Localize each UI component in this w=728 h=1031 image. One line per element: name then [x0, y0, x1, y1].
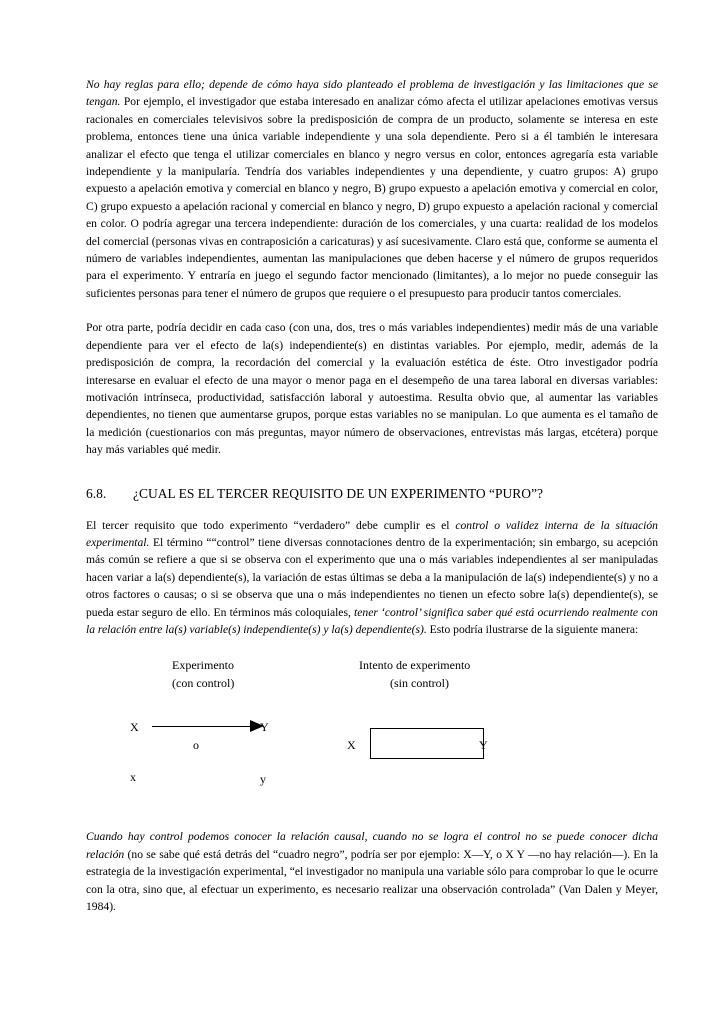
paragraph-3-text-3: Esto podría ilustrarse de la siguiente manera:	[426, 622, 639, 636]
causal-arrow-line	[152, 726, 252, 727]
diagram-left-subtitle: (con control)	[172, 676, 235, 691]
black-box	[370, 728, 484, 759]
diagram-right-x: X	[347, 738, 356, 753]
diagram-right-y: Y	[479, 738, 488, 753]
diagram-left-y-lower: y	[260, 772, 266, 787]
paragraph-4	[86, 828, 658, 915]
diagram-right-title: Intento de experimento	[359, 658, 471, 673]
paragraph-1	[86, 76, 658, 302]
diagram-left-title: Experimento	[172, 658, 234, 673]
section-title: ¿CUAL ES EL TERCER REQUISITO DE UN EXPERIMENTO “PURO”?	[133, 485, 543, 501]
paragraph-3-italic-2: tener ‘control’ significa saber qué está ocurriendo realmente con la relación entre la(s) variable(s) independiente(s) y la(s) dependiente(s).	[86, 605, 658, 636]
document-page	[86, 76, 658, 915]
section-number: 6.8.	[86, 485, 107, 501]
diagram-left-y-upper: Y	[260, 720, 269, 735]
paragraph-1-italic-lead: No hay reglas para ello; depende de cómo haya sido planteado el problema de investigación y las limitaciones que se tengan.	[86, 78, 658, 109]
paragraph-4-italic-1: Cuando hay control podemos conocer la relación causal, cuando no se logra el control no se puede conocer dicha relación	[86, 830, 658, 861]
control-diagram	[86, 652, 658, 814]
paragraph-2: Por otra parte, podría decidir en cada caso (con una, dos, tres o más variables independientes) medir más de una variable dependiente para ver el efecto de la(s) independiente(s) en distintas variables. Por ejemplo, medir, además de la predisposición de compra, la recordación del comercial y la evaluación estética de éste. Otro investigador podría interesarse en evaluar el efecto de una mayor o menor paga en el desempeño de una tarea laboral en diversas variables: motivación intrínseca, productividad, satisfacción laboral y autoestima. Resulta obvio que, al aumentar las variables dependientes, no tienen que aumentarse grupos, porque estas variables no se manipulan. Lo que aumenta es el tamaño de la medición (cuestionarios con más preguntas, mayor número de observaciones, entrevistas más largas, etcétera) porque hay más variables qué medir.	[86, 321, 658, 457]
section-heading	[86, 485, 658, 503]
diagram-right-subtitle: (sin control)	[390, 676, 449, 691]
paragraph-4-text-1: (no se sabe qué está detrás del “cuadro negro”, podría ser por ejemplo: X—Y, o X Y —no hay relación—). En la estrategia de la investigación experimental, “el investigador no manipula una variable sólo para comprobar lo que le ocurre con la otra, sino que, al efectuar un experimento, es necesario realizar una observación controlada” (Van Dalen y Meyer, 1984).	[86, 847, 658, 913]
paragraph-3-italic-1: control o validez interna de la situación experimental.	[86, 518, 658, 549]
paragraph-3	[86, 517, 658, 639]
diagram-left-x-upper: X	[130, 720, 139, 735]
paragraph-3-text-1: El tercer requisito que todo experimento “verdadero” debe cumplir es el	[86, 518, 456, 532]
diagram-left-x-lower: x	[130, 770, 136, 785]
paragraph-3-text-2: El término ““control” tiene diversas connotaciones dentro de la experimentación; sin embargo, su acepción más común se refiere a que si se observa con el experimento que una o más variables independientes al ser manipuladas hacen variar a la(s) dependiente(s), la variación de estas últimas se deba a la manipulación de la(s) independiente(s) y no a otros factores o causas; o si se observa que una o más independientes no tienen un efecto sobre la(s) dependiente(s), se pueda estar seguro de ello. En términos más coloquiales,	[86, 535, 658, 619]
diagram-left-o: o	[193, 738, 199, 753]
paragraph-1-text: Por ejemplo, el investigador que estaba interesado en analizar cómo afecta el utilizar apelaciones emotivas versus racionales en comerciales televisivos sobre la predisposición de compra de un producto, solamente se interesa en este problema, entonces tiene una única variable independiente y una sola dependiente. Pero si a él también le interesara analizar el efecto que tenga el utilizar comerciales en blanco y negro versus en color, entonces agregaría esta variable independiente y la manipularía. Tendría dos variables independientes y una dependiente, y cuatro grupos: A) grupo expuesto a apelación emotiva y comercial en blanco y negro, B) grupo expuesto a apelación emotiva y comercial en color, C) grupo expuesto a apelación racional y comercial en blanco y negro, D) grupo expuesto a apelación racional y comercial en color. O podría agregar una tercera independiente: duración de los comerciales, y una cuarta: realidad de los modelos del comercial (personas vivas en contraposición a caricaturas) y así sucesivamente. Claro está que, conforme se aumenta el número de variables independientes, aumentan las manipulaciones que deben hacerse y el número de grupos requeridos para el experimento. Y entraría en juego el segundo factor mencionado (limitantes), a lo mejor no puede conseguir las suficientes personas para tener el número de grupos que requiere o el presupuesto para producir tantos comerciales.	[86, 95, 658, 300]
